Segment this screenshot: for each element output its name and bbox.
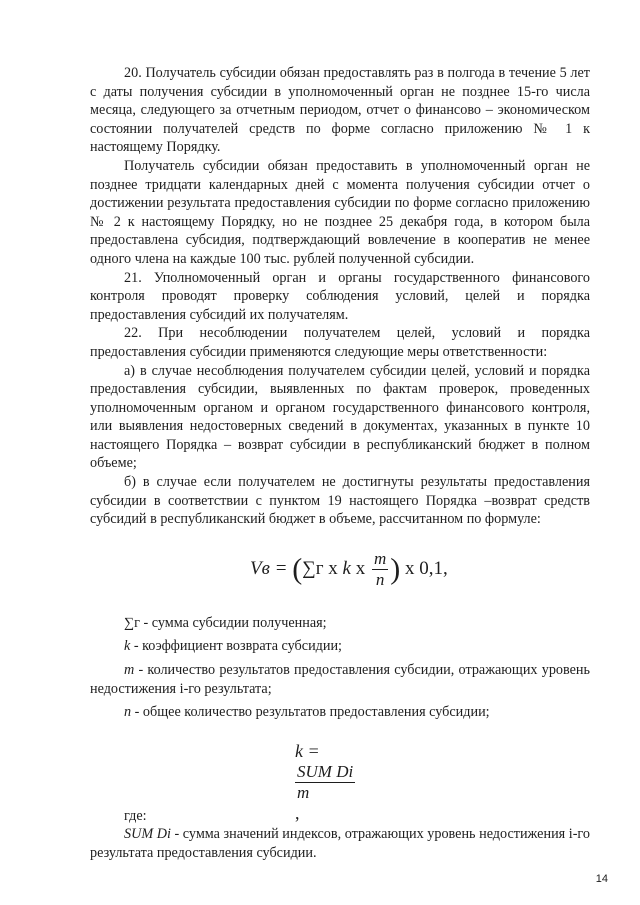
formula-vv-k: k (342, 557, 351, 579)
definition-k-symbol: k (124, 638, 131, 655)
formula-k-denominator: m (297, 782, 310, 802)
definition-n-text: - общее количество результатов предоставления субсидии; (131, 704, 490, 721)
definition-m (90, 661, 590, 698)
formula-vv-fraction (372, 549, 388, 590)
formula-k-tail: , (295, 802, 300, 823)
definition-sum-symbol: ∑г (124, 614, 140, 631)
formula-vv-lhs: Vв = (250, 557, 293, 579)
formula-vv-paren-close: ) (390, 552, 401, 586)
definition-m-symbol: m (124, 662, 135, 679)
formula-k-fraction (295, 762, 355, 803)
formula-vv-numerator: m (373, 548, 387, 568)
definition-sum-di (90, 825, 590, 862)
paragraph-22-a: а) в случае несоблюдения получателем субсидии целей, условий и порядка предоставления субсидии, выявленных по фактам проверок, проведенных уполномоченным органом и органом государственного финансового контроля, или выявления недостоверных сведений в документах, указанных в пункте 10 настоящего Порядка – возврат субсидии в республиканский бюджет в полном объеме; (90, 362, 590, 472)
formula-vv-tail: х 0,1, (400, 557, 448, 579)
paragraph-21: 21. Уполномоченный орган и органы государственного финансового контроля проводят проверку соблюдения условий, целей и порядка предоставления субсидий их получателям. (90, 269, 590, 323)
paragraph-22-b: б) в случае если получателем не достигнуты результаты предоставления субсидии в соответствии с пунктом 19 настоящего Порядка –возврат средств субсидий в республиканский бюджет в объеме, рассчитанном по формуле: (90, 474, 590, 528)
definition-k-text: - коэффициент возврата субсидии; (130, 638, 343, 655)
definition-sum-di-text: - сумма значений индексов, отражающих уровень недостижения i-го результата предоставления субсидии. (90, 826, 590, 861)
definition-sum-text: - сумма субсидии полученная; (139, 614, 327, 631)
definition-n-symbol: n (124, 704, 132, 721)
formula-vv-sum: ∑г х (302, 557, 343, 579)
formula-vv (90, 529, 590, 609)
formula-k-lhs: k = (295, 740, 320, 761)
paragraph-22: 22. При несоблюдении получателем целей, условий и порядка предоставления субсидии применяются следующие меры ответственности: (90, 325, 590, 360)
definition-m-text: - количество результатов предоставления субсидии, отражающих уровень недостижения i-го результата; (90, 662, 590, 697)
definition-n (90, 703, 590, 722)
formula-vv-times: х (350, 557, 370, 579)
definition-sum-di-symbol: SUM Di (124, 826, 171, 843)
page-number: 14 (595, 873, 608, 885)
where-label: где: (124, 807, 147, 824)
definition-sum (90, 614, 590, 633)
paragraph-20: 20. Получатель субсидии обязан предоставлять раз в полгода в течение 5 лет с даты получения субсидии в уполномоченный орган не позднее 15-го числа месяца, следующего за отчетным периодом, отчет о финансово – экономическом состоянии получателей средств по форме согласно приложению № 1 к настоящему Порядку. (90, 65, 590, 156)
definition-k (90, 637, 590, 656)
formula-vv-denominator: n (375, 569, 385, 589)
formula-k-numerator: SUM Di (297, 761, 354, 781)
paragraph-20-report: Получатель субсидии обязан предоставить в уполномоченный орган не позднее тридцати календарных дней с момента получения субсидии отчет о достижении результата предоставления субсидии по форме согласно приложению № 2 к настоящему Порядку, но не позднее 25 декабря года, в котором была предоставлена субсидия, подтверждающий вовлечение в кооператив не менее одного члена на каждые 100 тыс. рублей полученной субсидии. (90, 157, 590, 267)
formula-vv-paren-open: ( (292, 552, 303, 586)
document-body (90, 64, 590, 863)
